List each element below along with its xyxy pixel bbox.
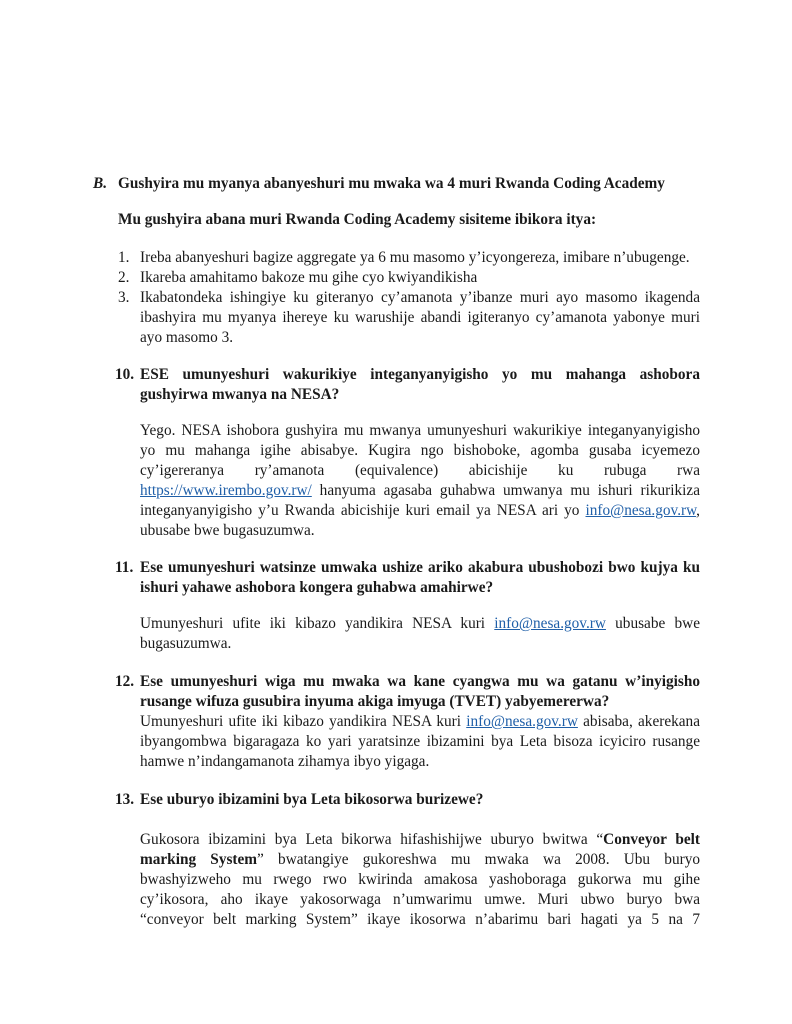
list-item-line: ayo masomo 3. [140, 329, 234, 346]
answer-line [140, 481, 700, 501]
question-line: Ese uburyo ibizamini bya Leta bikosorwa burizewe? [140, 791, 484, 808]
section-subtitle: Mu gushyira abana muri Rwanda Coding Academy sisiteme ibikora itya: [118, 211, 597, 228]
answer-bold-text: marking System [140, 851, 258, 868]
list-number: 2. [118, 269, 130, 286]
answer-line: yo mu mahanga igihe abisabye. Kugira ngo bishoboke, agomba gusaba icyemezo [140, 442, 700, 459]
answer-line: bugasuzumwa. [140, 635, 232, 652]
section-title: Gushyira mu myanya abanyeshuri mu mwaka wa 4 muri Rwanda Coding Academy [118, 175, 665, 192]
answer-text: ” bwatangiye gukoreshwa mu mwaka wa 2008. Ubu buryo [257, 851, 700, 868]
answer-line [140, 850, 700, 870]
question-number: 10. [115, 366, 135, 383]
answer-line: cy’ikosora, aho ikaye yakosorwaga n’umwarimu umwe. Muri ubwo buryo bwa [140, 891, 700, 908]
list-item-line: Ikabatondeka ishingiye ku giteranyo cy’amanota y’ibanze muri ayo masomo ikagenda [140, 289, 700, 306]
list-item: Ireba abanyeshuri bagize aggregate ya 6 mu masomo y’icyongereza, imibare n’ubugenge. [140, 249, 690, 266]
answer-line: “conveyor belt marking System” ikaye ikosorwa n’abarimu bari hagati ya 5 na 7 [140, 911, 700, 928]
nesa-email-link[interactable]: info@nesa.gov.rw [466, 713, 578, 730]
answer-line: Yego. NESA ishobora gushyira mu mwanya umunyeshuri wakurikiye integanyanyigisho [140, 422, 700, 439]
answer-text: ubusabe bwe [605, 615, 700, 632]
answer-line: bwashyizweho mu rwego rwo kwirinda amakosa yashoboraga gukorwa mu gihe [140, 871, 700, 888]
answer-bold-text: Conveyor belt [603, 831, 700, 848]
list-item-line: ibashyira mu myanya ihereye ku warushije abandi igiteranyo cy’amanota yabonye muri [140, 309, 700, 326]
irembo-link[interactable]: https://www.irembo.gov.rw/ [140, 482, 312, 499]
answer-line [140, 614, 700, 634]
question-number: 11. [115, 559, 134, 576]
answer-line: ubusabe bwe bugasuzumwa. [140, 522, 315, 539]
answer-text: abisaba, akerekana [577, 713, 700, 730]
answer-line: hamwe n’indangamanota zihamya ibyo yigaga. [140, 753, 430, 770]
answer-line: ibyangombwa bigaragaza ko yari yaratsinze ibizamini bya Leta bisoza icyiciro rusange [140, 733, 700, 750]
question-line: ESE umunyeshuri wakurikiye integanyanyigisho yo mu mahanga ashobora [140, 366, 700, 383]
list-number: 1. [118, 249, 130, 266]
answer-line [140, 712, 700, 732]
answer-text: hanyuma agasaba guhabwa umwanya mu ishuri rikurikiza [311, 482, 700, 499]
nesa-email-link[interactable]: info@nesa.gov.rw [494, 615, 606, 632]
question-line: Ese umunyeshuri wiga mu mwaka wa kane cyangwa mu wa gatanu w’inyigisho [140, 673, 700, 690]
list-number: 3. [118, 289, 130, 306]
nesa-email-link[interactable]: info@nesa.gov.rw [585, 502, 697, 519]
answer-text: Gukosora ibizamini bya Leta bikorwa hifashishijwe uburyo bwitwa “ [140, 831, 604, 848]
answer-text: Umunyeshuri ufite iki kibazo yandikira NESA kuri [140, 615, 495, 632]
answer-text: , [696, 502, 700, 519]
question-number: 12. [115, 673, 135, 690]
answer-text: integanyanyigisho y’u Rwanda abicishije kuri email ya NESA ari yo [140, 502, 586, 519]
question-line: Ese umunyeshuri watsinze umwaka ushize ariko akabura ubushobozi bwo kujya ku [140, 559, 700, 576]
section-letter: B. [93, 175, 108, 192]
list-item: Ikareba amahitamo bakoze mu gihe cyo kwiyandikisha [140, 269, 478, 286]
answer-line [140, 501, 700, 521]
question-line: ishuri yahawe ashobora kongera guhabwa amahirwe? [140, 579, 494, 596]
question-line: rusange wifuza gusubira inyuma akiga imyuga (TVET) yabyemererwa? [140, 693, 610, 710]
answer-text: Umunyeshuri ufite iki kibazo yandikira NESA kuri [140, 713, 467, 730]
question-number: 13. [115, 791, 135, 808]
answer-line: cy’igereranya ry’amanota (equivalence) abicishije ku rubuga rwa [140, 462, 700, 479]
question-line: gushyirwa mwanya na NESA? [140, 386, 340, 403]
answer-line [140, 830, 700, 850]
